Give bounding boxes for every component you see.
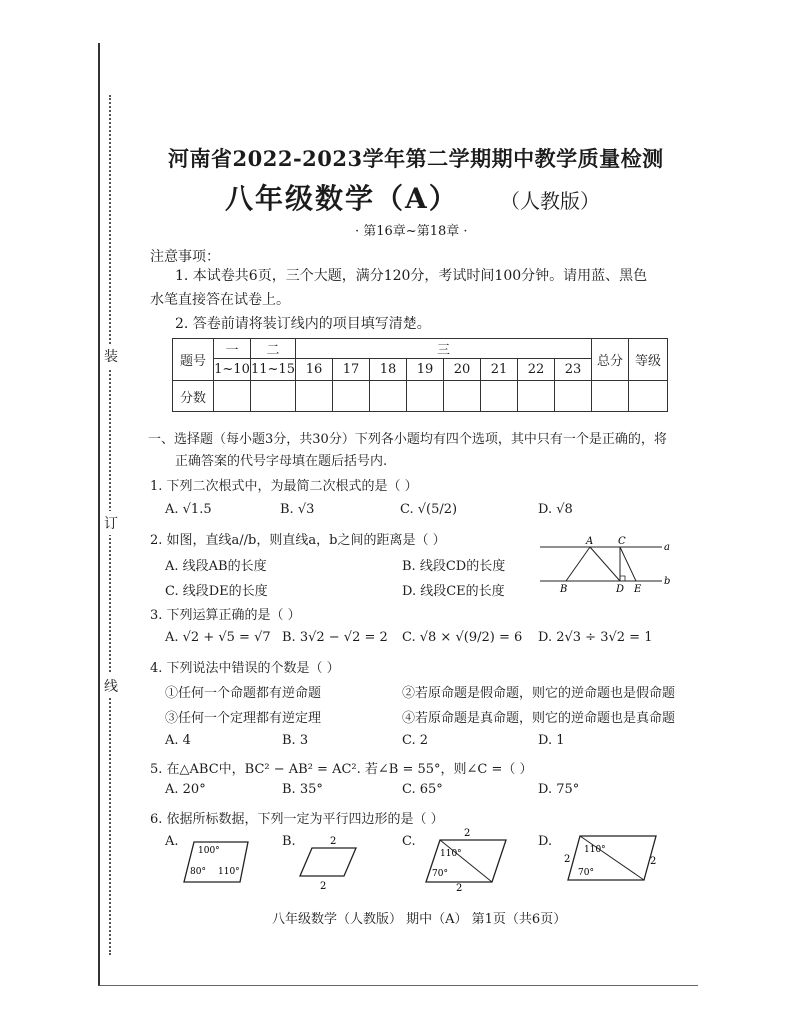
question-4-statement-4: ④若原命题是真命题，则它的逆命题也是真命题 xyxy=(402,711,676,726)
binding-char-xian: 线 xyxy=(104,674,118,698)
question-4-statement-1: ①任何一个命题都有逆命题 xyxy=(165,686,322,701)
score-cell[interactable] xyxy=(517,381,554,412)
score-table-score-head: 分数 xyxy=(173,381,214,412)
score-cell[interactable] xyxy=(214,381,251,412)
notes-heading: 注意事项： xyxy=(150,249,220,265)
question-6-figure-c xyxy=(418,826,514,892)
question-2-option-a: A. 线段AB的长度 xyxy=(165,559,267,574)
question-5-option-a: A. 20° xyxy=(165,782,206,797)
question-6-option-b: B. xyxy=(282,834,296,849)
note-item-1-cont: 水笔直接答在试卷上。 xyxy=(150,292,290,308)
question-4-statement-3: ③任何一个定理都有逆定理 xyxy=(165,711,322,726)
score-cell[interactable] xyxy=(443,381,480,412)
question-1-option-b: B. √3 xyxy=(280,502,315,517)
question-4-stem: 4. 下列说法中错误的个数是（ ） xyxy=(150,661,340,676)
right-angle-mark xyxy=(620,576,625,581)
score-cell[interactable] xyxy=(628,381,667,412)
segment-ab xyxy=(566,547,590,581)
side-label: 2 xyxy=(564,854,571,865)
question-6-figure-b xyxy=(294,832,370,892)
side-label: 2 xyxy=(320,881,327,892)
label-c-point: C xyxy=(618,536,626,547)
score-table-col: 11~15 xyxy=(251,359,296,381)
question-1-option-c: C. √(5/2) xyxy=(400,502,458,517)
angle-label: 70° xyxy=(432,869,448,879)
score-table-col: 22 xyxy=(517,359,554,381)
angle-label: 70° xyxy=(578,868,594,878)
score-cell[interactable] xyxy=(554,381,591,412)
score-table xyxy=(172,338,668,412)
question-5-option-d: D. 75° xyxy=(538,782,580,797)
question-4-option-a: A. 4 xyxy=(165,733,191,748)
angle-label: 110° xyxy=(584,845,606,855)
question-2-figure xyxy=(536,536,676,596)
question-4-option-d: D. 1 xyxy=(538,733,565,748)
note-item-2: 2. 答卷前请将装订线内的项目填写清楚。 xyxy=(175,316,431,332)
score-table-col: 18 xyxy=(369,359,406,381)
score-table-col: 19 xyxy=(406,359,443,381)
question-5-option-c: C. 65° xyxy=(402,782,443,797)
exam-subtitle: 八年级数学（A） xyxy=(225,182,459,215)
section1-instructions: 一、选择题（每小题3分，共30分）下列各小题均有四个选项，其中只有一个是正确的，将 xyxy=(148,432,667,447)
chapter-range: · 第16章~第18章 · xyxy=(355,224,468,239)
score-table-section-three: 三 xyxy=(295,339,591,359)
label-b-point: B xyxy=(560,584,568,595)
question-3-option-c: C. √8 × √(9/2) = 6 xyxy=(402,630,523,645)
score-cell[interactable] xyxy=(591,381,628,412)
question-1-option-a: A. √1.5 xyxy=(165,502,212,517)
question-3-stem: 3. 下列运算正确的是（ ） xyxy=(150,608,301,623)
label-a-point: A xyxy=(586,536,594,547)
score-table-col: 1~10 xyxy=(214,359,251,381)
score-table-col: 17 xyxy=(332,359,369,381)
score-cell[interactable] xyxy=(251,381,296,412)
angle-label: 110° xyxy=(218,867,240,877)
angle-label: 100° xyxy=(198,846,220,856)
label-line-a: a xyxy=(664,542,670,553)
angle-label: 80° xyxy=(190,867,206,877)
question-6-option-c: C. xyxy=(402,834,416,849)
question-5-stem: 5. 在△ABC中，BC² − AB² = AC². 若∠B = 55°，则∠C =（ ） xyxy=(150,762,533,777)
label-line-b: b xyxy=(664,576,671,587)
note-item-1: 1. 本试卷共6页，三个大题，满分120分，考试时间100分钟。请用蓝、黑色 xyxy=(175,268,648,284)
question-6-option-a: A. xyxy=(165,834,179,849)
label-d-point: D xyxy=(616,584,625,595)
score-table-col: 21 xyxy=(480,359,517,381)
side-label: 2 xyxy=(650,856,657,867)
question-1-stem: 1. 下列二次根式中，为最简二次根式的是（ ） xyxy=(150,479,418,494)
question-3-option-b: B. 3√2 − √2 = 2 xyxy=(282,630,388,645)
question-3-option-a: A. √2 + √5 = √7 xyxy=(165,630,271,645)
label-e-point: E xyxy=(634,584,642,595)
score-cell[interactable] xyxy=(369,381,406,412)
score-cell[interactable] xyxy=(332,381,369,412)
question-4-option-c: C. 2 xyxy=(402,733,429,748)
question-3-option-d: D. 2√3 ÷ 3√2 = 1 xyxy=(538,630,653,645)
score-table-row-head: 题号 xyxy=(173,339,214,381)
question-2-option-b: B. 线段CD的长度 xyxy=(402,559,506,574)
score-table-col: 23 xyxy=(554,359,591,381)
question-5-option-b: B. 35° xyxy=(282,782,323,797)
score-cell[interactable] xyxy=(295,381,332,412)
quadrilateral-b xyxy=(300,848,356,876)
question-4-statement-2: ②若原命题是假命题，则它的逆命题也是假命题 xyxy=(402,686,676,701)
exam-title: 河南省2022-2023学年第二学期期中教学质量检测 xyxy=(168,146,664,171)
edition-label: （人教版） xyxy=(500,189,600,213)
angle-label: 110° xyxy=(440,849,462,859)
side-label: 2 xyxy=(456,883,463,892)
score-table-section-one: 一 xyxy=(214,339,251,359)
question-6-option-d: D. xyxy=(538,834,553,849)
score-cell[interactable] xyxy=(406,381,443,412)
binding-char-ding: 订 xyxy=(104,511,118,535)
segment-ad xyxy=(590,547,620,581)
question-1-option-d: D. √8 xyxy=(538,502,573,517)
question-4-option-b: B. 3 xyxy=(282,733,309,748)
page-footer: 八年级数学（人教版） 期中（A） 第1页（共6页） xyxy=(272,912,567,927)
question-2-option-d: D. 线段CE的长度 xyxy=(402,584,505,599)
question-2-stem: 2. 如图，直线a//b，则直线a，b之间的距离是（ ） xyxy=(150,533,446,548)
question-6-figure-a xyxy=(178,836,254,888)
binding-char-zhuang: 装 xyxy=(104,344,118,368)
side-label: 2 xyxy=(330,836,337,847)
question-6-stem: 6. 依据所标数据，下列一定为平行四边形的是（ ） xyxy=(150,812,444,827)
section1-instructions-cont: 正确答案的代号字母填在题后括号内. xyxy=(175,454,388,469)
score-table-col: 20 xyxy=(443,359,480,381)
question-6-figure-d xyxy=(558,830,664,890)
question-2-option-c: C. 线段DE的长度 xyxy=(165,584,268,599)
score-table-total-head: 总分 xyxy=(591,339,628,381)
score-cell[interactable] xyxy=(480,381,517,412)
score-table-section-two: 二 xyxy=(251,339,296,359)
score-table-col: 16 xyxy=(295,359,332,381)
side-label: 2 xyxy=(464,828,471,839)
score-table-grade-head: 等级 xyxy=(628,339,667,381)
